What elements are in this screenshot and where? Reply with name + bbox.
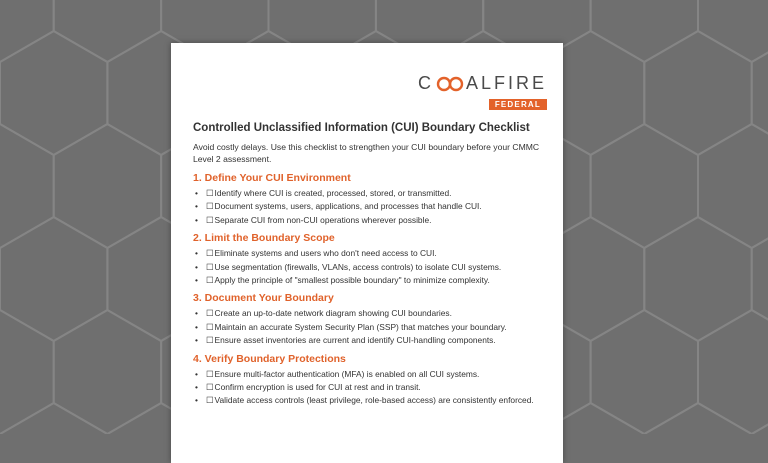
hexagon-shape (54, 124, 161, 248)
checklist-item (193, 321, 553, 334)
bullet-icon: • (195, 382, 198, 393)
checkbox-icon[interactable]: ☐ (206, 308, 214, 319)
checklist-item (193, 334, 553, 347)
hexagon-shape (54, 310, 161, 434)
coalfire-federal-logo (418, 73, 547, 112)
checkbox-icon[interactable]: ☐ (206, 214, 214, 225)
checklist-sections (193, 172, 553, 413)
hexagon-shape (752, 31, 768, 155)
checklist-item-text: Document systems, users, applications, and processes that handle CUI. (214, 201, 482, 212)
checklist-item-text: Use segmentation (firewalls, VLANs, access controls) to isolate CUI systems. (214, 261, 502, 272)
checkbox-icon[interactable]: ☐ (206, 248, 214, 259)
checklist-section (193, 353, 553, 408)
hexagon-shape (752, 217, 768, 341)
checkbox-icon[interactable]: ☐ (206, 382, 214, 393)
checklist-item (193, 394, 553, 407)
checkbox-icon[interactable]: ☐ (206, 261, 214, 272)
checklist-items (193, 368, 553, 408)
checkbox-icon[interactable]: ☐ (206, 368, 214, 379)
checklist-document (171, 43, 563, 463)
bullet-icon: • (195, 201, 198, 212)
hexagon-shape (698, 124, 768, 248)
bullet-icon: • (195, 335, 198, 346)
bullet-icon: • (195, 248, 198, 259)
checklist-item-text: Confirm encryption is used for CUI at rest and in transit. (214, 382, 421, 393)
logo-text-left: C (417, 73, 434, 93)
checklist-item-text: Identify where CUI is created, processed, stored, or transmitted. (214, 188, 452, 198)
document-title: Controlled Unclassified Information (CUI) Boundary Checklist (193, 122, 530, 134)
hexagon-shape (0, 124, 54, 248)
checklist-section (193, 172, 553, 227)
checkbox-icon[interactable]: ☐ (206, 275, 214, 286)
checklist-item (193, 368, 553, 381)
hexagon-shape (644, 217, 751, 341)
checklist-item-text: Ensure multi-factor authentication (MFA) is enabled on all CUI systems. (214, 368, 480, 379)
section-heading: 1. Define Your CUI Environment (193, 172, 351, 184)
hexagon-shape (0, 31, 107, 155)
checklist-items (193, 187, 553, 227)
bullet-icon: • (195, 188, 198, 198)
checkbox-icon[interactable]: ☐ (206, 321, 214, 332)
checklist-item (193, 200, 553, 213)
hexagon-shape (0, 0, 54, 62)
logo-federal-tag: FEDERAL (489, 99, 547, 110)
bullet-icon: • (195, 261, 198, 272)
document-intro: Avoid costly delays. Use this checklist to strengthen your CUI boundary before your CMMC Level 2 assessment. (193, 142, 540, 164)
checklist-item (193, 247, 553, 260)
hexagon-shape (644, 403, 751, 434)
checkbox-icon[interactable]: ☐ (206, 201, 214, 212)
checklist-item (193, 381, 553, 394)
checklist-item-text: Separate CUI from non-CUI operations wherever possible. (214, 214, 432, 225)
section-heading: 3. Document Your Boundary (193, 292, 334, 305)
checklist-item-text: Create an up-to-date network diagram showing CUI boundaries. (214, 308, 452, 319)
section-heading: 2. Limit the Boundary Scope (193, 232, 335, 245)
checklist-item (193, 187, 553, 200)
hexagon-shape (752, 403, 768, 434)
checklist-item-text: Maintain an accurate System Security Plan (SSP) that matches your boundary. (214, 321, 507, 332)
checklist-items (193, 247, 553, 287)
checklist-item (193, 307, 553, 320)
checklist-item-text: Ensure asset inventories are current and identify CUI-handling components. (214, 335, 496, 346)
hexagon-shape (0, 403, 107, 434)
checkbox-icon[interactable]: ☐ (206, 335, 214, 346)
checklist-items (193, 307, 553, 347)
checklist-item (193, 261, 553, 274)
bullet-icon: • (195, 395, 198, 406)
hexagon-shape (54, 0, 161, 62)
bullet-icon: • (195, 214, 198, 225)
bullet-icon: • (195, 275, 198, 286)
checklist-item (193, 274, 553, 287)
checklist-item-text: Validate access controls (least privilege, role-based access) are consistently enforced. (214, 395, 534, 406)
bullet-icon: • (195, 308, 198, 319)
logo-text-right: ALFIRE (465, 73, 547, 93)
checklist-section (193, 292, 553, 347)
checklist-section (193, 232, 553, 287)
hexagon-shape (591, 124, 698, 248)
bullet-icon: • (195, 368, 198, 379)
bullet-icon: • (195, 321, 198, 332)
hexagon-shape (591, 310, 698, 434)
checklist-item-text: Eliminate systems and users who don't need access to CUI. (214, 248, 437, 259)
hexagon-shape (0, 310, 54, 434)
logo-rings-icon (435, 76, 465, 92)
hexagon-shape (698, 0, 768, 62)
hexagon-shape (698, 310, 768, 434)
hexagon-shape (591, 0, 698, 62)
hexagon-shape (0, 217, 107, 341)
checklist-item-text: Apply the principle of "smallest possible boundary" to minimize complexity. (214, 275, 490, 286)
checkbox-icon[interactable]: ☐ (206, 188, 214, 198)
checklist-item (193, 214, 553, 227)
logo-wordmark (418, 73, 547, 94)
checkbox-icon[interactable]: ☐ (206, 395, 214, 406)
hexagon-shape (644, 31, 751, 155)
section-heading: 4. Verify Boundary Protections (193, 352, 346, 365)
